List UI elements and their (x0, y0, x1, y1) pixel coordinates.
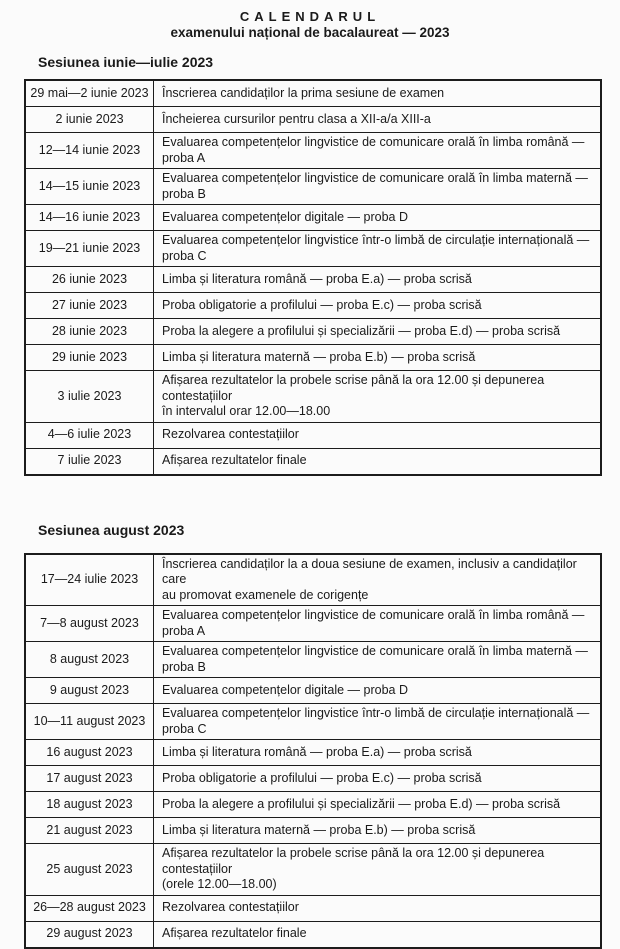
table-row (25, 704, 601, 740)
date-cell: 29 august 2023 (25, 921, 154, 948)
activity-cell: Proba la alegere a profilului și specializării — proba E.d) — proba scrisă (154, 319, 602, 345)
table-row (25, 80, 601, 107)
activity-cell: Înscrierea candidaților la prima sesiune de examen (154, 80, 602, 107)
date-cell: 14—15 iunie 2023 (25, 169, 154, 205)
date-cell: 12—14 iunie 2023 (25, 133, 154, 169)
table-row (25, 371, 601, 423)
table-row (25, 107, 601, 133)
table-row (25, 921, 601, 948)
activity-cell: Evaluarea competențelor lingvistice într-o limbă de circulație internațională — proba C (154, 231, 602, 267)
date-cell: 29 mai—2 iunie 2023 (25, 80, 154, 107)
activity-cell: Înscrierea candidaților la a doua sesiune de examen, inclusiv a candidaților care au promovat examenele de corigențe (154, 554, 602, 606)
document-title: CALENDARUL (239, 9, 381, 24)
table-row (25, 205, 601, 231)
table-row (25, 844, 601, 896)
section-heading-august: Sesiunea august 2023 (38, 521, 185, 538)
document-title-block (0, 0, 620, 41)
date-cell: 14—16 iunie 2023 (25, 205, 154, 231)
date-cell: 17—24 iulie 2023 (25, 554, 154, 606)
section-heading-june-july: Sesiunea iunie—iulie 2023 (38, 54, 214, 70)
document-subtitle: examenului național de bacalaureat — 2023 (170, 25, 450, 40)
date-cell: 16 august 2023 (25, 740, 154, 766)
table-row (25, 606, 601, 642)
table-row (25, 133, 601, 169)
table-row (25, 422, 601, 448)
date-cell: 10—11 august 2023 (25, 704, 154, 740)
table-row (25, 293, 601, 319)
activity-cell: Evaluarea competențelor digitale — proba D (154, 205, 602, 231)
activity-cell: Afișarea rezultatelor la probele scrise până la ora 12.00 și depunerea contestațiilor în intervalul orar 12.00—18.00 (154, 371, 602, 423)
activity-cell: Evaluarea competențelor lingvistice de comunicare orală în limba maternă — proba B (154, 642, 602, 678)
date-cell: 18 august 2023 (25, 792, 154, 818)
date-cell: 27 iunie 2023 (25, 293, 154, 319)
table-row (25, 818, 601, 844)
table-row (25, 345, 601, 371)
date-cell: 7—8 august 2023 (25, 606, 154, 642)
table-row (25, 267, 601, 293)
activity-cell: Afișarea rezultatelor finale (154, 448, 602, 475)
date-cell: 4—6 iulie 2023 (25, 422, 154, 448)
date-cell: 25 august 2023 (25, 844, 154, 896)
activity-cell: Evaluarea competențelor lingvistice într-o limbă de circulație internațională — proba C (154, 704, 602, 740)
calendar-table-body (25, 80, 601, 475)
activity-cell: Rezolvarea contestațiilor (154, 422, 602, 448)
calendar-table-june-july (24, 79, 602, 476)
table-row (25, 642, 601, 678)
activity-cell: Afișarea rezultatelor la probele scrise până la ora 12.00 și depunerea contestațiilor (orele 12.00—18.00) (154, 844, 602, 896)
table-row (25, 678, 601, 704)
activity-cell: Limba și literatura maternă — proba E.b) — proba scrisă (154, 345, 602, 371)
date-cell: 3 iulie 2023 (25, 371, 154, 423)
date-cell: 19—21 iunie 2023 (25, 231, 154, 267)
date-cell: 2 iunie 2023 (25, 107, 154, 133)
table-row (25, 554, 601, 606)
activity-cell: Rezolvarea contestațiilor (154, 895, 602, 921)
table-row (25, 169, 601, 205)
table-row (25, 895, 601, 921)
activity-cell: Afișarea rezultatelor finale (154, 921, 602, 948)
table-row (25, 319, 601, 345)
calendar-table-body (25, 554, 601, 948)
table-row (25, 766, 601, 792)
table-row (25, 231, 601, 267)
date-cell: 26—28 august 2023 (25, 895, 154, 921)
activity-cell: Evaluarea competențelor digitale — proba D (154, 678, 602, 704)
table-row (25, 740, 601, 766)
activity-cell: Proba obligatorie a profilului — proba E.c) — proba scrisă (154, 293, 602, 319)
table-row (25, 448, 601, 475)
session-section-august (0, 522, 620, 949)
activity-cell: Proba la alegere a profilului și specializării — proba E.d) — proba scrisă (154, 792, 602, 818)
date-cell: 21 august 2023 (25, 818, 154, 844)
date-cell: 17 august 2023 (25, 766, 154, 792)
activity-cell: Limba și literatura română — proba E.a) — proba scrisă (154, 267, 602, 293)
activity-cell: Evaluarea competențelor lingvistice de comunicare orală în limba română — proba A (154, 606, 602, 642)
session-section-june-july (0, 54, 620, 476)
activity-cell: Limba și literatura română — proba E.a) — proba scrisă (154, 740, 602, 766)
date-cell: 7 iulie 2023 (25, 448, 154, 475)
calendar-table-august (24, 553, 602, 949)
activity-cell: Limba și literatura maternă — proba E.b) — proba scrisă (154, 818, 602, 844)
table-row (25, 792, 601, 818)
date-cell: 9 august 2023 (25, 678, 154, 704)
date-cell: 29 iunie 2023 (25, 345, 154, 371)
date-cell: 26 iunie 2023 (25, 267, 154, 293)
date-cell: 28 iunie 2023 (25, 319, 154, 345)
date-cell: 8 august 2023 (25, 642, 154, 678)
activity-cell: Proba obligatorie a profilului — proba E.c) — proba scrisă (154, 766, 602, 792)
activity-cell: Evaluarea competențelor lingvistice de comunicare orală în limba maternă — proba B (154, 169, 602, 205)
activity-cell: Evaluarea competențelor lingvistice de comunicare orală în limba română — proba A (154, 133, 602, 169)
activity-cell: Încheierea cursurilor pentru clasa a XII-a/a XIII-a (154, 107, 602, 133)
